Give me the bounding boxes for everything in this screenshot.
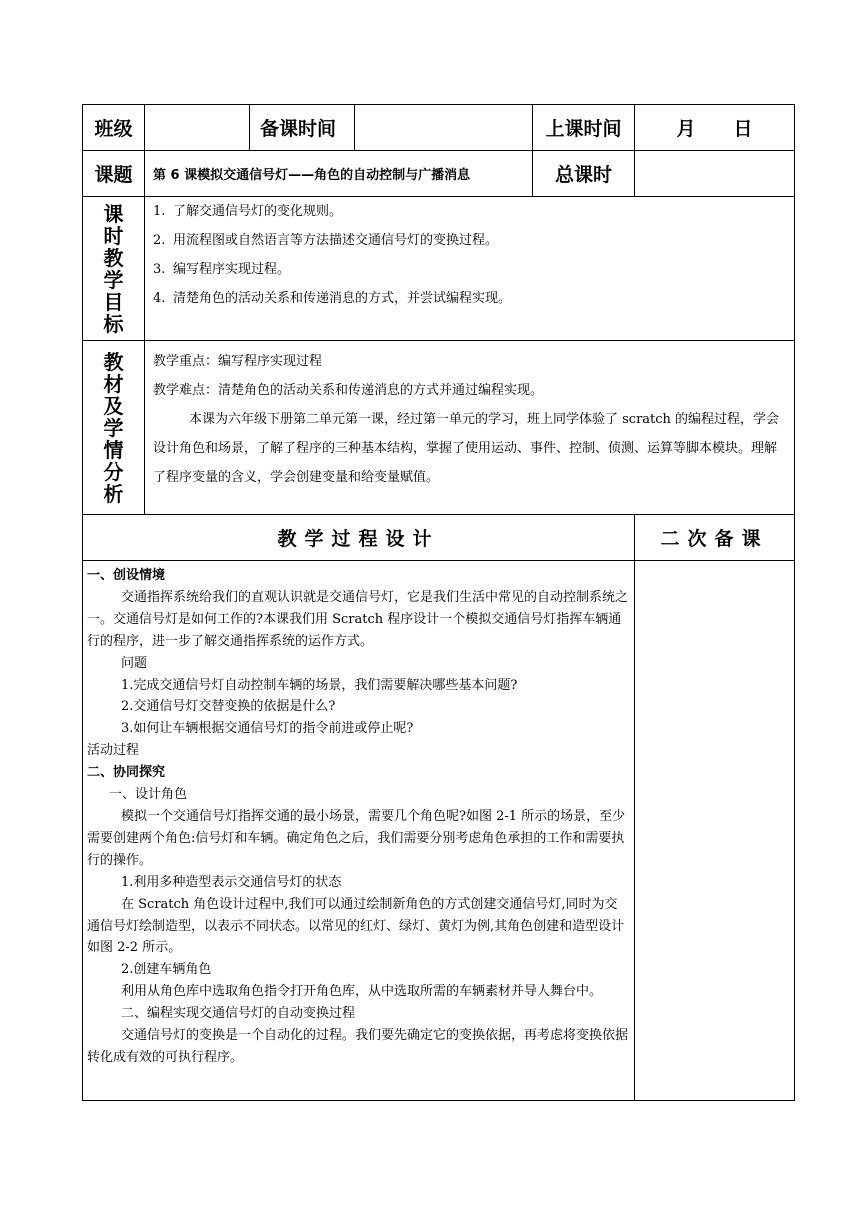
process-line: 二、编程实现交通信号灯的自动变换过程 bbox=[121, 1006, 356, 1022]
process-line: 交通指挥系统给我们的直观认识就是交通信号灯，它是我们生活中常见的自动控制系统之一。交通信号灯是如何工作的?本课我们用 Scratch 程序设计一个模拟交通信号灯指挥车辆通行的程序，进一步了解交通指挥系统的运作方式。 bbox=[87, 589, 629, 649]
analysis-label-char: 分 bbox=[103, 459, 124, 484]
analysis-paragraph: 本课为六年级下册第二单元第一课，经过第一单元的学习，班上同学体验了 scratch 的编程过程，学会设计角色和场景，了解了程序的三种基本结构，掌握了使用运动、事件、控制、侦测、运算等脚本模块。理解了程序变量的含义，学会创建变量和给变量赋值。 bbox=[153, 412, 780, 485]
objectives-label bbox=[83, 197, 145, 341]
objectives-list bbox=[145, 197, 795, 341]
objectives-label-char: 课 bbox=[103, 201, 124, 226]
objective-item: 1. 了解交通信号灯的变化规则。 bbox=[153, 204, 343, 219]
process-line: 活动过程 bbox=[87, 743, 140, 759]
topic-label: 课题 bbox=[83, 151, 145, 197]
process-line: 在 Scratch 角色设计过程中,我们可以通过绘制新角色的方式创建交通信号灯,同时为交通信号灯绘制造型，以表示不同状态。以常见的红灯、绿灯、黄灯为例,其角色创建和造型设计如图 2-2 所示。 bbox=[87, 896, 625, 956]
process-line: 一、设计角色 bbox=[109, 787, 188, 803]
objectives-row bbox=[83, 197, 795, 341]
objective-item: 3. 编写程序实现过程。 bbox=[153, 262, 291, 277]
process-content-row bbox=[83, 561, 795, 1101]
prep-time-label: 备课时间 bbox=[250, 105, 355, 151]
process-line: 1.利用多种造型表示交通信号灯的状态 bbox=[121, 874, 342, 890]
analysis-content bbox=[145, 341, 795, 515]
process-line: 二、协同探究 bbox=[87, 765, 166, 781]
key-point: 教学重点：编写程序实现过程 bbox=[153, 354, 323, 369]
process-line: 2.创建车辆角色 bbox=[121, 962, 212, 978]
objectives-label-char: 标 bbox=[103, 311, 124, 336]
total-hours-value bbox=[635, 151, 795, 197]
analysis-label bbox=[83, 341, 145, 515]
process-line: 3.如何让车辆根据交通信号灯的指令前进或停止呢? bbox=[121, 721, 414, 737]
objectives-label-char: 学 bbox=[103, 267, 124, 292]
process-line: 交通信号灯的变换是一个自动化的过程。我们要先确定它的变换依据，再考虑将变换依据转化成有效的可执行程序。 bbox=[87, 1028, 629, 1065]
prep-time-value bbox=[355, 105, 533, 151]
process-line: 1.完成交通信号灯自动控制车辆的场景，我们需要解决哪些基本问题? bbox=[121, 677, 518, 693]
total-hours-label: 总课时 bbox=[533, 151, 635, 197]
analysis-row bbox=[83, 341, 795, 515]
process-line: 2.交通信号灯交替变换的依据是什么? bbox=[121, 699, 336, 715]
analysis-label-char: 材 bbox=[103, 371, 124, 396]
second-prep-title: 二次备课 bbox=[635, 515, 795, 561]
header-row bbox=[83, 105, 795, 151]
class-time-label: 上课时间 bbox=[533, 105, 635, 151]
analysis-label-char: 教 bbox=[103, 349, 124, 374]
objectives-label-char: 时 bbox=[103, 223, 124, 248]
process-line: 利用从角色库中选取角色指令打开角色库，从中选取所需的车辆素材并导人舞台中。 bbox=[121, 984, 603, 1000]
objective-item: 2. 用流程图或自然语言等方法描述交通信号灯的变换过程。 bbox=[153, 233, 499, 248]
class-value bbox=[145, 105, 250, 151]
objective-item: 4. 清楚角色的活动关系和传递消息的方式，并尝试编程实现。 bbox=[153, 291, 512, 306]
process-title-row bbox=[83, 515, 795, 561]
class-label: 班级 bbox=[83, 105, 145, 151]
class-time-value: 月 日 bbox=[635, 105, 795, 151]
process-line: 模拟一个交通信号灯指挥交通的最小场景，需要几个角色呢?如图 2-1 所示的场景，至少需要创建两个角色:信号灯和车辆。确定角色之后，我们需要分别考虑角色承担的工作和需要执行的操作。 bbox=[87, 808, 626, 868]
second-prep-area bbox=[635, 561, 795, 1101]
analysis-label-char: 学 bbox=[103, 415, 124, 440]
process-line: 一、创设情境 bbox=[87, 568, 166, 583]
process-title: 教学过程设计 bbox=[83, 515, 635, 561]
analysis-label-char: 析 bbox=[103, 481, 124, 506]
objectives-label-char: 教 bbox=[103, 245, 124, 270]
topic-row bbox=[83, 151, 795, 197]
topic-value: 第 6 课模拟交通信号灯——角色的自动控制与广播消息 bbox=[145, 151, 533, 197]
analysis-label-char: 情 bbox=[103, 437, 124, 462]
process-content bbox=[83, 561, 635, 1101]
analysis-label-char: 及 bbox=[103, 393, 124, 418]
objectives-label-char: 目 bbox=[103, 289, 124, 314]
lesson-plan-table bbox=[82, 104, 795, 1101]
process-line: 问题 bbox=[121, 655, 148, 671]
difficulty: 教学难点：清楚角色的活动关系和传递消息的方式并通过编程实现。 bbox=[153, 383, 544, 398]
